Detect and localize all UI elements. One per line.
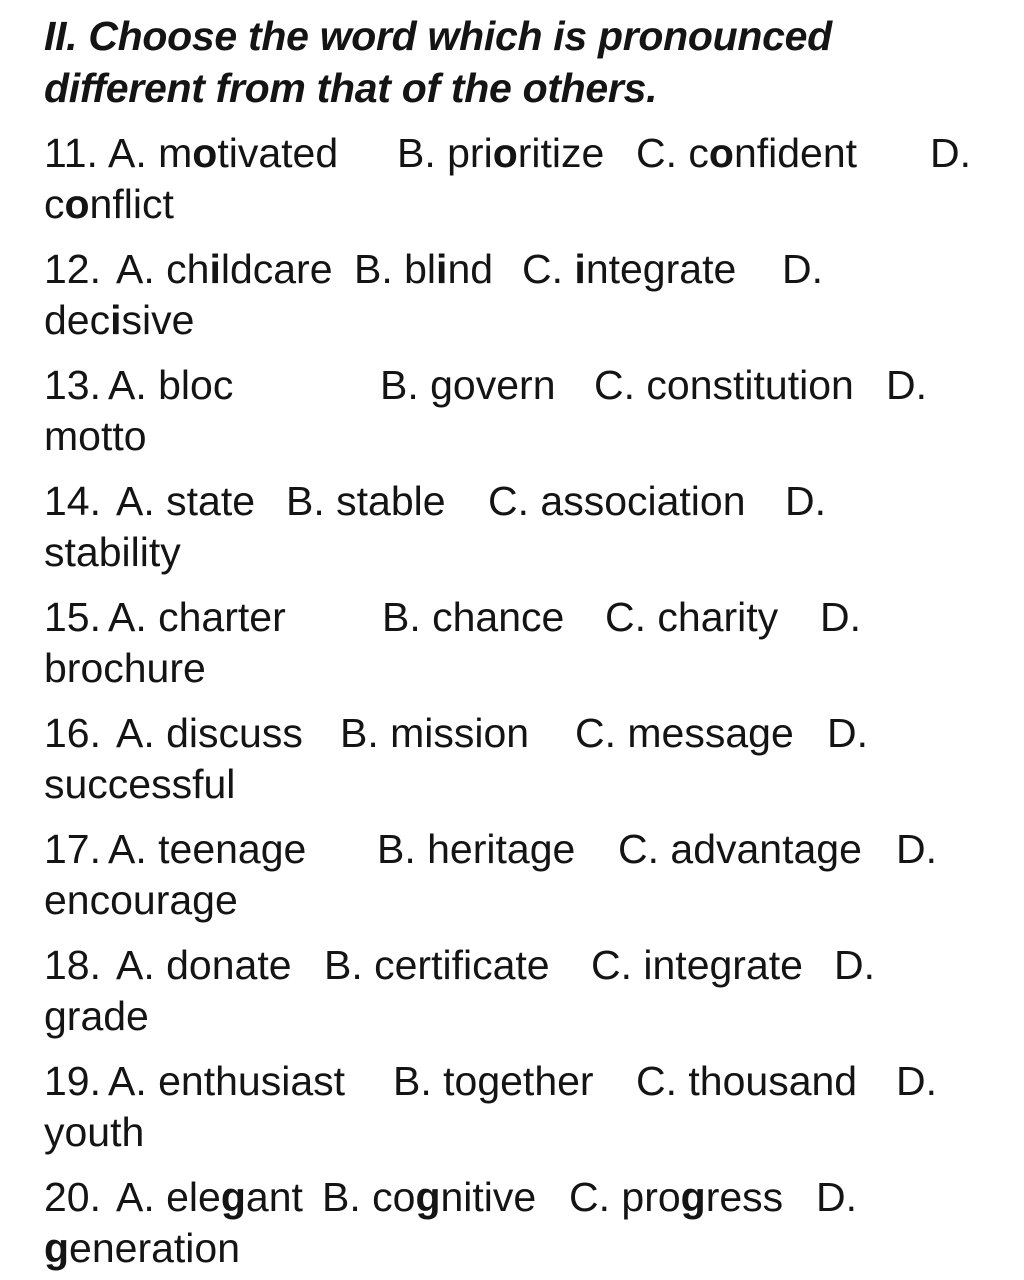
option-a xyxy=(116,476,255,527)
highlighted-letter: g xyxy=(415,1174,441,1220)
question-item xyxy=(44,1172,1004,1274)
highlighted-letter: i xyxy=(110,297,122,343)
option-text-part: successful xyxy=(44,761,236,807)
option-c xyxy=(591,940,803,991)
option-a xyxy=(116,244,333,295)
option-text-part: grade xyxy=(44,993,149,1039)
highlighted-letter: i xyxy=(209,246,221,292)
question-number: 20. xyxy=(44,1174,101,1220)
option-text-part: B. certificate xyxy=(324,942,550,988)
option-text-part: A. teenage xyxy=(108,826,307,872)
option-d-label: D. xyxy=(820,594,861,640)
highlighted-letter: g xyxy=(680,1174,706,1220)
question-item xyxy=(44,128,1004,230)
option-text-part: ant xyxy=(245,1174,303,1220)
question-line xyxy=(44,1172,1004,1223)
option-b xyxy=(322,1172,536,1223)
question-number: 18. xyxy=(44,942,101,988)
question-number: 15. xyxy=(44,594,101,640)
highlighted-letter: o xyxy=(492,130,518,176)
option-b xyxy=(354,244,493,295)
option-d xyxy=(44,179,1004,230)
option-text-part: encourage xyxy=(44,877,238,923)
question-line xyxy=(44,360,1004,411)
question-item xyxy=(44,592,1004,694)
option-text-part: ldcare xyxy=(220,246,333,292)
option-d-label: D. xyxy=(782,246,823,292)
option-a xyxy=(116,940,292,991)
question-number: 13. xyxy=(44,362,101,408)
option-text-part: B. heritage xyxy=(377,826,576,872)
option-d xyxy=(44,643,1004,694)
option-d-label: D. xyxy=(896,826,937,872)
option-d xyxy=(44,295,1004,346)
option-text-part: sive xyxy=(121,297,195,343)
option-c xyxy=(636,1056,857,1107)
option-text-part: A. m xyxy=(108,130,193,176)
question-line xyxy=(44,128,1004,179)
option-d xyxy=(44,875,1004,926)
option-d-label: D. xyxy=(785,478,826,524)
option-text-part: nfident xyxy=(733,130,858,176)
option-d xyxy=(44,411,1004,462)
option-text-part: C. integrate xyxy=(591,942,803,988)
option-c xyxy=(605,592,778,643)
option-a xyxy=(116,708,303,759)
option-d xyxy=(44,759,1004,810)
question-item xyxy=(44,360,1004,462)
question-item xyxy=(44,824,1004,926)
highlighted-letter: o xyxy=(192,130,218,176)
option-b xyxy=(377,824,575,875)
option-text-part: tivated xyxy=(217,130,339,176)
option-text-part: A. ch xyxy=(116,246,210,292)
question-item xyxy=(44,476,1004,578)
option-d-label: D. xyxy=(930,130,971,176)
highlighted-letter: i xyxy=(436,246,448,292)
option-d xyxy=(44,527,1004,578)
question-item xyxy=(44,1056,1004,1158)
option-d-label: D. xyxy=(896,1058,937,1104)
question-line xyxy=(44,940,1004,991)
option-text-part: B. govern xyxy=(380,362,556,408)
question-line xyxy=(44,1056,1004,1107)
option-text-part: nitive xyxy=(440,1174,537,1220)
option-text-part: ress xyxy=(705,1174,784,1220)
option-text-part: C. pro xyxy=(569,1174,681,1220)
option-text-part: A. discuss xyxy=(116,710,303,756)
question-number: 19. xyxy=(44,1058,101,1104)
option-b xyxy=(380,360,556,411)
option-a xyxy=(108,592,286,643)
highlighted-letter: i xyxy=(574,246,586,292)
question-number: 16. xyxy=(44,710,101,756)
option-text-part: A. enthusiast xyxy=(108,1058,346,1104)
option-text-part: C. xyxy=(522,246,575,292)
option-c xyxy=(522,244,736,295)
option-c xyxy=(575,708,794,759)
option-b xyxy=(340,708,529,759)
question-number: 17. xyxy=(44,826,101,872)
option-text-part: motto xyxy=(44,413,147,459)
option-b xyxy=(324,940,550,991)
highlighted-letter: g xyxy=(44,1225,70,1271)
option-text-part: c xyxy=(44,181,65,227)
option-text-part: stability xyxy=(44,529,181,575)
option-c xyxy=(618,824,862,875)
option-text-part: B. pri xyxy=(397,130,493,176)
option-text-part: nflict xyxy=(89,181,174,227)
option-c xyxy=(594,360,854,411)
question-line xyxy=(44,244,1004,295)
option-a xyxy=(108,128,338,179)
option-text-part: A. charter xyxy=(108,594,286,640)
question-line xyxy=(44,476,1004,527)
option-c xyxy=(636,128,857,179)
option-text-part: C. thousand xyxy=(636,1058,858,1104)
option-text-part: B. chance xyxy=(382,594,565,640)
option-text-part: youth xyxy=(44,1109,145,1155)
highlighted-letter: g xyxy=(220,1174,246,1220)
option-b xyxy=(286,476,446,527)
option-b xyxy=(397,128,604,179)
option-d xyxy=(44,991,1004,1042)
question-line xyxy=(44,592,1004,643)
option-d-label: D. xyxy=(816,1174,857,1220)
option-b xyxy=(382,592,564,643)
option-text-part: B. mission xyxy=(340,710,530,756)
option-text-part: C. message xyxy=(575,710,794,756)
option-text-part: B. together xyxy=(393,1058,594,1104)
option-d xyxy=(44,1107,1004,1158)
option-a xyxy=(108,824,306,875)
option-d-label: D. xyxy=(827,710,868,756)
question-item xyxy=(44,708,1004,810)
option-c xyxy=(488,476,746,527)
option-text-part: B. stable xyxy=(286,478,446,524)
option-a xyxy=(108,360,233,411)
option-text-part: C. constitution xyxy=(594,362,854,408)
option-text-part: C. association xyxy=(488,478,746,524)
option-a xyxy=(116,1172,303,1223)
option-a xyxy=(108,1056,345,1107)
highlighted-letter: o xyxy=(708,130,734,176)
question-number: 12. xyxy=(44,246,101,292)
question-line xyxy=(44,824,1004,875)
option-b xyxy=(393,1056,594,1107)
option-text-part: A. donate xyxy=(116,942,292,988)
option-text-part: A. state xyxy=(116,478,256,524)
option-text-part: C. charity xyxy=(605,594,779,640)
option-text-part: ritize xyxy=(517,130,605,176)
option-text-part: ntegrate xyxy=(585,246,737,292)
question-number: 14. xyxy=(44,478,101,524)
option-text-part: eneration xyxy=(69,1225,241,1271)
option-text-part: A. bloc xyxy=(108,362,234,408)
option-text-part: C. c xyxy=(636,130,709,176)
option-text-part: nd xyxy=(447,246,494,292)
option-text-part: dec xyxy=(44,297,111,343)
option-text-part: B. co xyxy=(322,1174,416,1220)
option-text-part: A. ele xyxy=(116,1174,221,1220)
question-item xyxy=(44,940,1004,1042)
option-c xyxy=(569,1172,783,1223)
option-text-part: brochure xyxy=(44,645,206,691)
option-d-label: D. xyxy=(886,362,927,408)
option-d-label: D. xyxy=(834,942,875,988)
option-text-part: C. advantage xyxy=(618,826,862,872)
question-line xyxy=(44,708,1004,759)
exercise-title: II. Choose the word which is pronounced different from that of the others. xyxy=(44,13,832,111)
question-number: 11. xyxy=(44,130,98,176)
highlighted-letter: o xyxy=(64,181,90,227)
question-item xyxy=(44,244,1004,346)
option-text-part: B. bl xyxy=(354,246,437,292)
option-d xyxy=(44,1223,1004,1274)
